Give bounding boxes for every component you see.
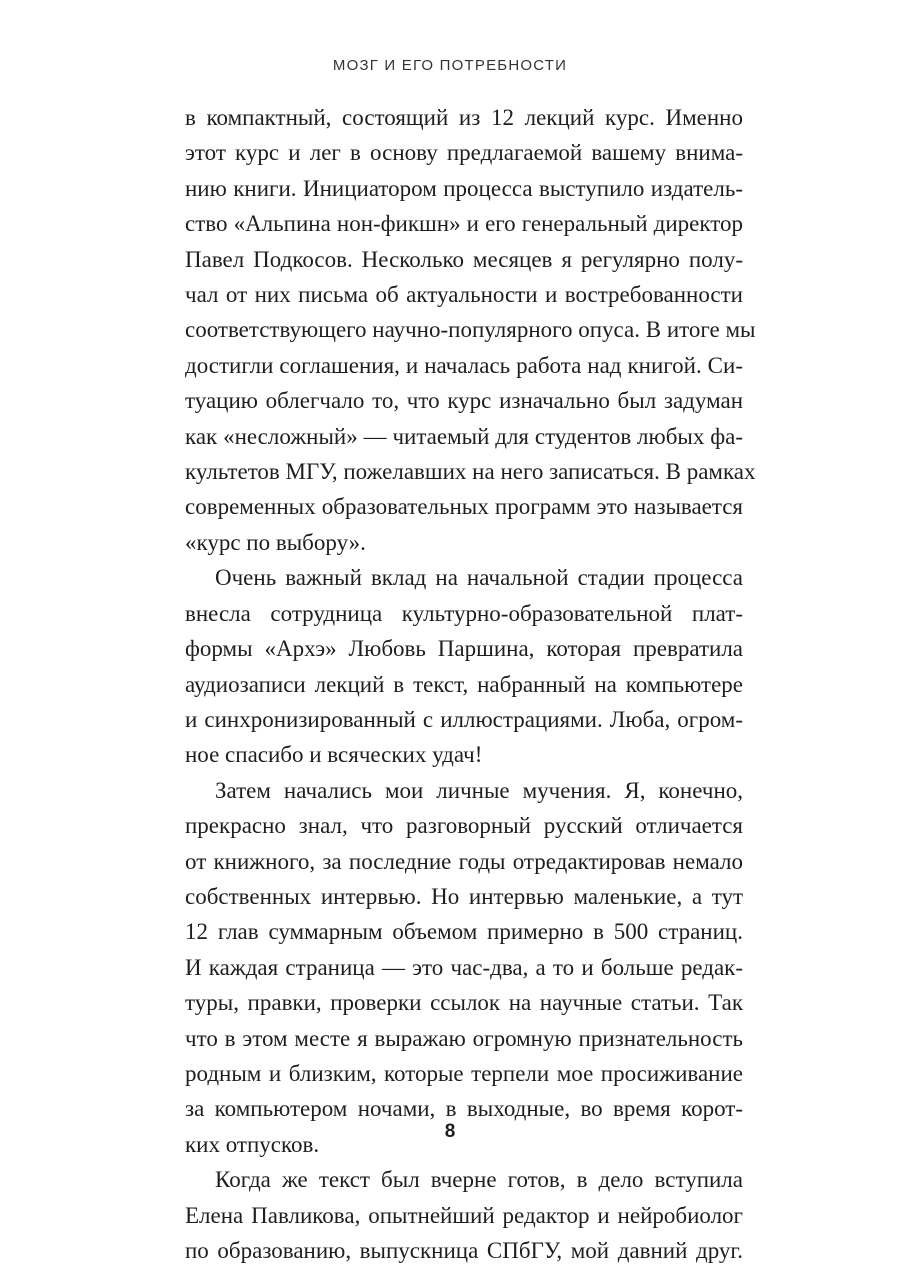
text-line: «курс по выбору». [185,529,366,555]
text-line: по образованию, выпускница СПбГУ, мой давний друг. [185,1238,743,1263]
text-line: туры, правки, проверки ссылок на научные статьи. Так [185,990,743,1016]
text-line: собственных интервью. Но интервью маленькие, а тут [185,883,743,909]
text-line: ное спасибо и всяческих удач! [185,742,483,768]
text-line: ство «Альпина нон-фикшн» и его генеральный директор [185,211,743,237]
text-line: Елена Павликова, опытнейший редактор и нейробиолог [185,1202,743,1228]
text-line: от книжного, за последние годы отредактировав немало [185,848,743,874]
text-line: этот курс и лег в основу предлагаемой вашему внима- [185,140,743,166]
text-line: ких отпусков. [185,1131,320,1157]
text-line: Когда же текст был вчерне готов, в дело вступила [215,1167,743,1193]
text-line: туацию облегчало то, что курс изначально был задуман [185,388,743,414]
paragraph [185,1162,743,1268]
paragraph [185,560,743,772]
text-line: как «несложный» — читаемый для студентов любых фа- [185,423,743,449]
text-line: родным и близким, которые терпели мое просиживание [185,1060,743,1086]
text-line: современных образовательных программ это называется [185,494,743,520]
text-line: И каждая страница — это час-два, а то и больше редак- [185,954,743,980]
page-number: 8 [444,1121,456,1142]
text-line: достигли соглашения, и началась работа над книгой. Си- [185,352,743,378]
text-line: 12 глав суммарным объемом примерно в 500 страниц. [185,919,743,945]
text-line: Затем начались мои личные мучения. Я, конечно, [215,777,743,803]
text-line: культетов МГУ, пожелавших на него записаться. В рамках [185,459,756,485]
text-line: формы «Архэ» Любовь Паршина, которая превратила [185,636,743,662]
text-line: прекрасно знал, что разговорный русский отличается [185,813,743,839]
text-line: аудиозаписи лекций в текст, набранный на компьютере [185,671,743,697]
text-line: соответствующего научно-популярного опуса. В итоге мы [185,317,756,343]
text-line: чал от них письма об актуальности и востребованности [185,282,743,308]
running-head: МОЗГ И ЕГО ПОТРЕБНОСТИ [332,57,568,74]
text-line: нию книги. Инициатором процесса выступило издатель- [185,175,743,201]
paragraph [185,773,743,1162]
body-text [185,100,756,1268]
text-line: Очень важный вклад на начальной стадии процесса [215,565,743,591]
text-line: Павел Подкосов. Несколько месяцев я регулярно полу- [185,246,743,272]
text-line: в компактный, состоящий из 12 лекций курс. Именно [185,105,743,130]
text-line: и синхронизированный с иллюстрациями. Люба, огром- [185,706,743,732]
text-line: за компьютером ночами, в выходные, во время корот- [185,1096,743,1122]
paragraph [185,100,756,560]
text-line: что в этом месте я выражаю огромную признательность [185,1025,743,1051]
text-line: внесла сотрудница культурно-образовательной плат- [185,600,743,626]
